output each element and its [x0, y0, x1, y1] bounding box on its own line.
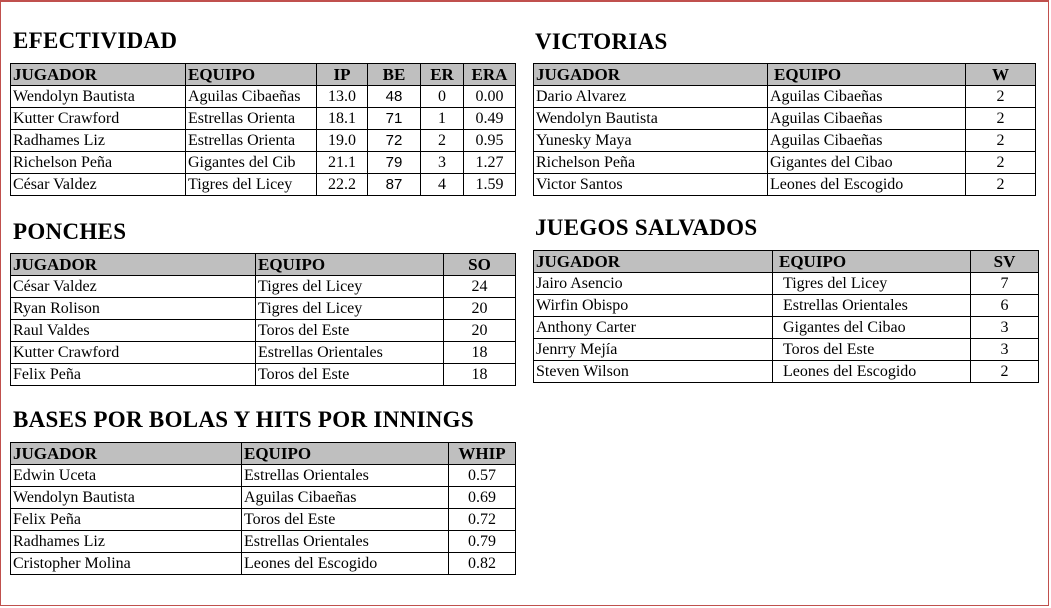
cell-equipo: Tigres del Licey — [256, 276, 444, 298]
cell-jugador: Radhames Liz — [11, 531, 242, 553]
cell-equipo: Aguilas Cibaeñas — [768, 86, 966, 108]
cell-era: 0.95 — [464, 130, 516, 152]
cell-so: 18 — [444, 364, 516, 386]
cell-be: 79 — [368, 152, 421, 174]
cell-jugador: Jairo Asencio — [534, 273, 773, 295]
cell-jugador: Steven Wilson — [534, 361, 773, 383]
cell-equipo: Tigres del Licey — [186, 174, 317, 196]
cell-jugador: Jenrry Mejía — [534, 339, 773, 361]
cell-ip: 13.0 — [317, 86, 368, 108]
cell-w: 2 — [966, 152, 1036, 174]
efectividad-section — [13, 27, 177, 55]
table-row — [11, 298, 516, 320]
cell-era: 1.59 — [464, 174, 516, 196]
col-header-w: W — [966, 64, 1036, 86]
table-header-row — [11, 64, 516, 86]
cell-era: 0.49 — [464, 108, 516, 130]
cell-era: 1.27 — [464, 152, 516, 174]
cell-jugador: Kutter Crawford — [11, 108, 186, 130]
table-row — [11, 487, 516, 509]
cell-equipo: Leones del Escogido — [768, 174, 966, 196]
cell-ip: 19.0 — [317, 130, 368, 152]
cell-equipo: Toros del Este — [242, 509, 449, 531]
cell-jugador: Anthony Carter — [534, 317, 773, 339]
cell-jugador: Dario Alvarez — [534, 86, 768, 108]
cell-w: 2 — [966, 130, 1036, 152]
cell-era: 0.00 — [464, 86, 516, 108]
table-header-row — [11, 443, 516, 465]
table-row — [11, 342, 516, 364]
table-header-row — [534, 64, 1036, 86]
cell-whip: 0.79 — [449, 531, 516, 553]
cell-ip: 21.1 — [317, 152, 368, 174]
cell-so: 18 — [444, 342, 516, 364]
col-header-equipo: EQUIPO — [773, 251, 971, 273]
cell-jugador: Kutter Crawford — [11, 342, 256, 364]
table-row — [534, 152, 1036, 174]
table-row — [11, 465, 516, 487]
col-header-equipo: EQUIPO — [242, 443, 449, 465]
cell-jugador: Richelson Peña — [11, 152, 186, 174]
cell-equipo: Gigantes del Cib — [186, 152, 317, 174]
col-header-jugador: JUGADOR — [11, 64, 186, 86]
table-row — [11, 276, 516, 298]
cell-equipo: Tigres del Licey — [773, 273, 971, 295]
cell-jugador: Ryan Rolison — [11, 298, 256, 320]
cell-equipo: Estrellas Orientales — [773, 295, 971, 317]
cell-er: 4 — [421, 174, 464, 196]
col-header-be: BE — [368, 64, 421, 86]
cell-equipo: Estrellas Orienta — [186, 108, 317, 130]
cell-jugador: César Valdez — [11, 174, 186, 196]
col-header-jugador: JUGADOR — [534, 64, 768, 86]
victorias-table — [533, 63, 1036, 196]
table-header-row — [11, 254, 516, 276]
cell-jugador: Wendolyn Bautista — [534, 108, 768, 130]
col-header-equipo: EQUIPO — [768, 64, 966, 86]
cell-equipo: Tigres del Licey — [256, 298, 444, 320]
cell-whip: 0.57 — [449, 465, 516, 487]
cell-equipo: Gigantes del Cibao — [768, 152, 966, 174]
cell-sv: 6 — [971, 295, 1039, 317]
table-row — [11, 108, 516, 130]
cell-equipo: Estrellas Orientales — [242, 465, 449, 487]
table-row — [11, 320, 516, 342]
cell-equipo: Aguilas Cibaeñas — [242, 487, 449, 509]
cell-equipo: Toros del Este — [256, 364, 444, 386]
cell-er: 3 — [421, 152, 464, 174]
ponches-table — [10, 253, 516, 386]
cell-equipo: Aguilas Cibaeñas — [768, 130, 966, 152]
cell-ip: 22.2 — [317, 174, 368, 196]
cell-sv: 7 — [971, 273, 1039, 295]
cell-equipo: Toros del Este — [773, 339, 971, 361]
table-row — [11, 152, 516, 174]
cell-whip: 0.72 — [449, 509, 516, 531]
cell-equipo: Gigantes del Cibao — [773, 317, 971, 339]
cell-equipo: Toros del Este — [256, 320, 444, 342]
col-header-jugador: JUGADOR — [534, 251, 773, 273]
cell-whip: 0.69 — [449, 487, 516, 509]
cell-w: 2 — [966, 174, 1036, 196]
cell-sv: 3 — [971, 317, 1039, 339]
cell-so: 20 — [444, 320, 516, 342]
cell-w: 2 — [966, 86, 1036, 108]
table-row — [534, 108, 1036, 130]
cell-jugador: Felix Peña — [11, 509, 242, 531]
cell-jugador: Wirfin Obispo — [534, 295, 773, 317]
whip-table — [10, 442, 516, 575]
cell-whip: 0.82 — [449, 553, 516, 575]
cell-jugador: César Valdez — [11, 276, 256, 298]
ponches-title: PONCHES — [13, 219, 127, 244]
salvados-table — [533, 250, 1039, 383]
table-row — [534, 130, 1036, 152]
table-row — [11, 86, 516, 108]
col-header-whip: WHIP — [449, 443, 516, 465]
cell-er: 1 — [421, 108, 464, 130]
cell-sv: 3 — [971, 339, 1039, 361]
col-header-equipo: EQUIPO — [186, 64, 317, 86]
col-header-so: SO — [444, 254, 516, 276]
table-row — [534, 174, 1036, 196]
col-header-sv: SV — [971, 251, 1039, 273]
col-header-ip: IP — [317, 64, 368, 86]
cell-jugador: Victor Santos — [534, 174, 768, 196]
col-header-jugador: JUGADOR — [11, 254, 256, 276]
cell-w: 2 — [966, 108, 1036, 130]
cell-jugador: Cristopher Molina — [11, 553, 242, 575]
col-header-er: ER — [421, 64, 464, 86]
cell-be: 71 — [368, 108, 421, 130]
table-row — [534, 295, 1039, 317]
victorias-section — [535, 28, 668, 56]
cell-ip: 18.1 — [317, 108, 368, 130]
cell-jugador: Edwin Uceta — [11, 465, 242, 487]
cell-jugador: Wendolyn Bautista — [11, 487, 242, 509]
cell-jugador: Richelson Peña — [534, 152, 768, 174]
cell-be: 48 — [368, 86, 421, 108]
table-row — [11, 174, 516, 196]
cell-sv: 2 — [971, 361, 1039, 383]
cell-equipo: Estrellas Orientales — [256, 342, 444, 364]
cell-equipo: Leones del Escogido — [242, 553, 449, 575]
efectividad-table — [10, 63, 516, 196]
whip-section — [13, 406, 474, 434]
cell-equipo: Leones del Escogido — [773, 361, 971, 383]
cell-jugador: Wendolyn Bautista — [11, 86, 186, 108]
cell-equipo: Estrellas Orientales — [242, 531, 449, 553]
table-row — [11, 553, 516, 575]
col-header-era: ERA — [464, 64, 516, 86]
table-row — [11, 364, 516, 386]
cell-jugador: Felix Peña — [11, 364, 256, 386]
table-row — [11, 509, 516, 531]
cell-er: 0 — [421, 86, 464, 108]
cell-jugador: Yunesky Maya — [534, 130, 768, 152]
ponches-section — [13, 218, 126, 246]
table-row — [534, 361, 1039, 383]
table-row — [534, 339, 1039, 361]
col-header-equipo: EQUIPO — [256, 254, 444, 276]
table-row — [534, 273, 1039, 295]
cell-so: 20 — [444, 298, 516, 320]
table-row — [534, 317, 1039, 339]
cell-er: 2 — [421, 130, 464, 152]
cell-jugador: Raul Valdes — [11, 320, 256, 342]
whip-title: BASES POR BOLAS Y HITS POR INNINGS — [13, 407, 474, 432]
table-row — [534, 86, 1036, 108]
table-row — [11, 130, 516, 152]
table-row — [11, 531, 516, 553]
col-header-jugador: JUGADOR — [11, 443, 242, 465]
cell-so: 24 — [444, 276, 516, 298]
cell-be: 87 — [368, 174, 421, 196]
table-header-row — [534, 251, 1039, 273]
cell-be: 72 — [368, 130, 421, 152]
salvados-section — [535, 214, 757, 242]
salvados-title: JUEGOS SALVADOS — [535, 215, 758, 240]
cell-equipo: Estrellas Orienta — [186, 130, 317, 152]
cell-equipo: Aguilas Cibaeñas — [768, 108, 966, 130]
cell-jugador: Radhames Liz — [11, 130, 186, 152]
efectividad-title: EFECTIVIDAD — [13, 28, 178, 53]
victorias-title: VICTORIAS — [535, 29, 668, 54]
cell-equipo: Aguilas Cibaeñas — [186, 86, 317, 108]
